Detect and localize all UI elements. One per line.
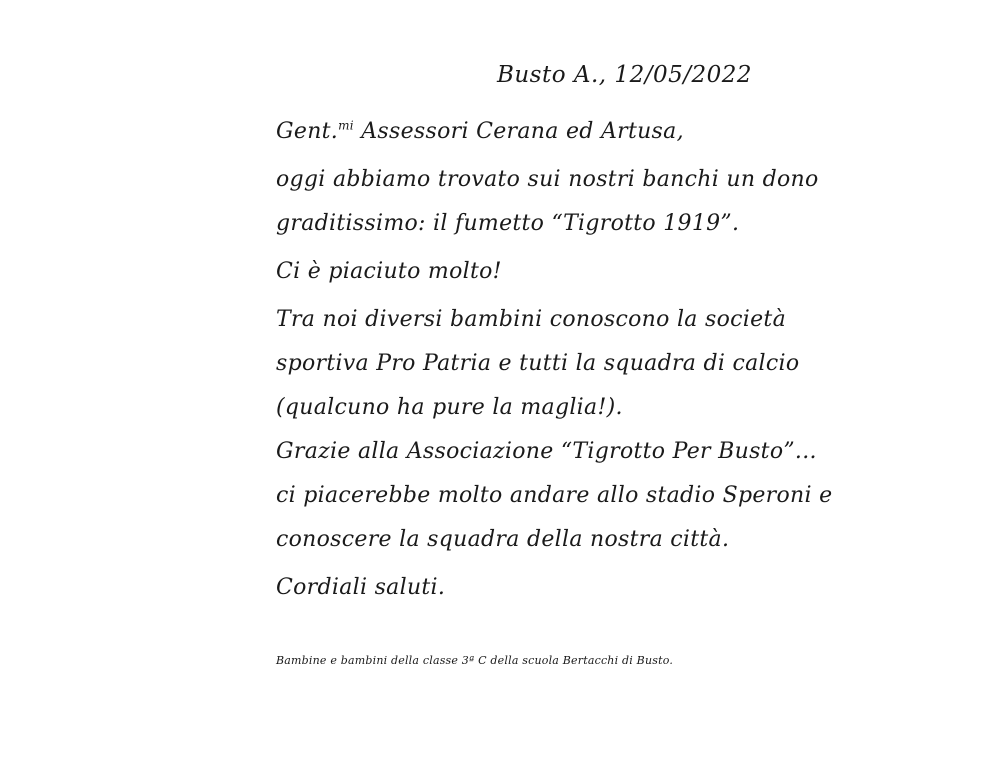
body-line-8: ci piacerebbe molto andare allo stadio Speroni e: [276, 483, 833, 508]
salutation: [276, 110, 776, 154]
salutation-superscript: mi: [338, 118, 354, 133]
body-line-7: Grazie alla Associazione “Tigrotto Per Busto”...: [276, 439, 817, 464]
salutation-main: Gent.: [276, 119, 339, 144]
body-line-1: oggi abbiamo trovato sui nostri banchi un dono: [276, 167, 819, 192]
body-line-9: conoscere la squadra della nostra città.: [276, 527, 730, 552]
salutation-rest: Assessori Cerana ed Artusa,: [353, 119, 684, 144]
body-line-3: Ci è piaciuto molto!: [276, 259, 502, 284]
letter-date: Busto A., 12/05/2022: [496, 62, 752, 88]
body-line-4: Tra noi diversi bambini conoscono la società: [276, 307, 786, 332]
letter-body: [276, 110, 833, 610]
body-line-5: sportiva Pro Patria e tutti la squadra di calcio: [276, 351, 800, 376]
body-line-6: (qualcuno ha pure la maglia!).: [276, 395, 623, 420]
signature: Bambine e bambini della classe 3ª C della scuola Bertacchi di Busto.: [276, 654, 674, 667]
body-line-2: graditissimo: il fumetto “Tigrotto 1919”.: [276, 211, 740, 236]
closing: Cordiali saluti.: [276, 575, 446, 600]
